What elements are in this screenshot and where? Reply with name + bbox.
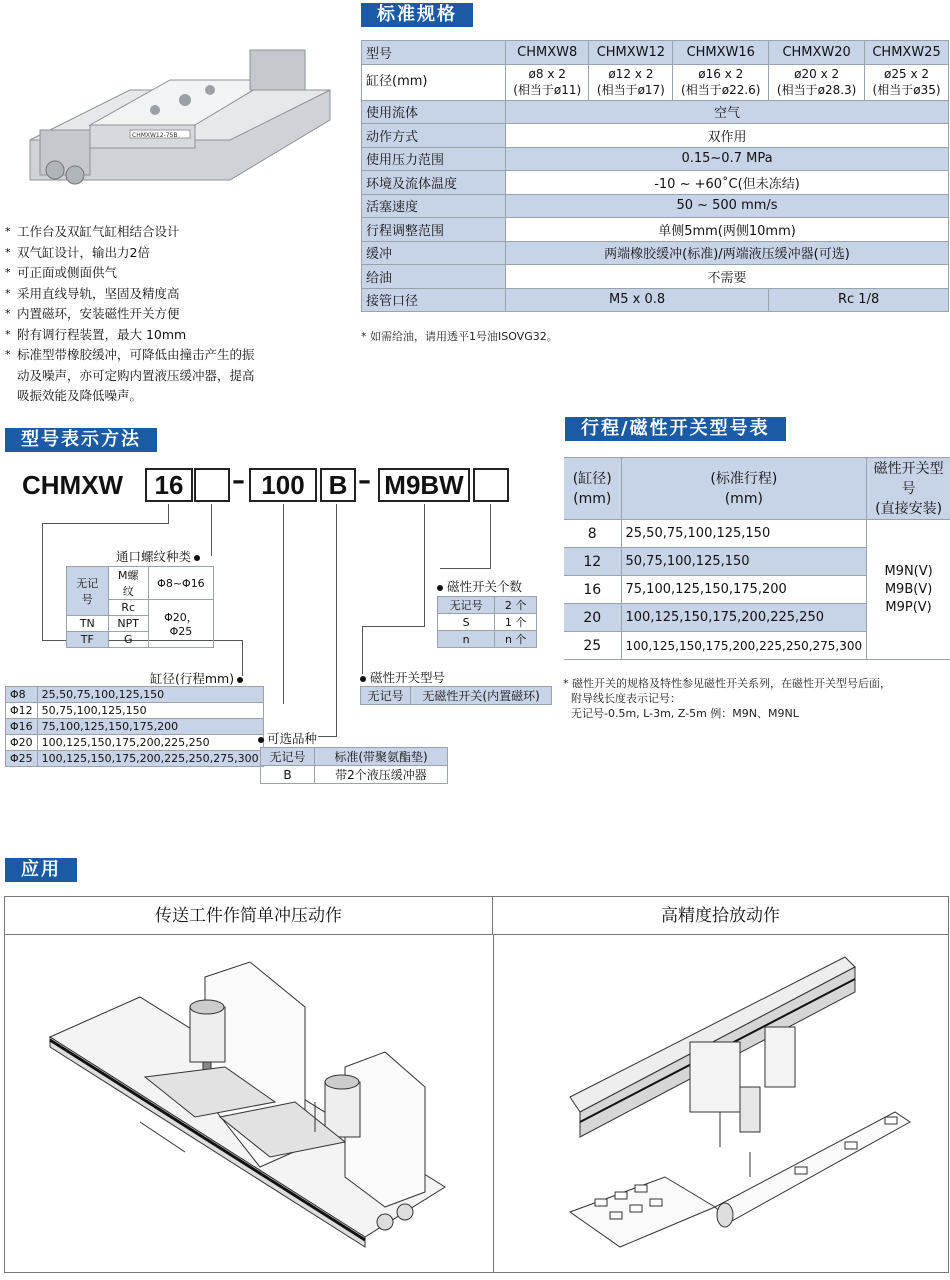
feature-item: * 双气缸设计，输出力2倍 bbox=[5, 243, 255, 264]
model-dash: – bbox=[358, 466, 371, 496]
spec-table bbox=[361, 40, 949, 312]
spec-row-label: 环境及流体温度 bbox=[362, 171, 506, 195]
spec-row-label: 缸径(mm) bbox=[362, 64, 506, 100]
feature-item: * 标准型带橡胶缓冲，可降低由撞击产生的振动及噪声，亦可定购内置液压缓冲器，提高吸振效能及降低噪声。 bbox=[5, 345, 255, 407]
switch-count-table: 无记号 2 个 S 1 个 n n 个 bbox=[437, 596, 537, 648]
spec-row-label: 动作方式 bbox=[362, 124, 506, 148]
stroke-header: 磁性开关型号 (直接安装) bbox=[867, 458, 950, 520]
thread-table: 无记号 M螺纹 Φ8~Φ16 Rc Φ20，Φ25 TN NPT TF G bbox=[66, 566, 214, 648]
connector-line bbox=[42, 523, 169, 524]
spec-row-value: 50 ~ 500 mm/s bbox=[506, 194, 949, 218]
stroke-header: (缸径) (mm) bbox=[564, 458, 621, 520]
model-section-title: 型号表示方法 bbox=[5, 428, 157, 452]
stroke-section-title: 行程/磁性开关型号表 bbox=[565, 417, 786, 441]
spec-header-cell: 型号 bbox=[362, 41, 506, 65]
model-box-stroke: 100 bbox=[249, 468, 317, 502]
press-illustration bbox=[45, 937, 465, 1267]
spec-row-value: 不需要 bbox=[506, 265, 949, 289]
spec-header-cell: CHMXW12 bbox=[589, 41, 673, 65]
spec-port-value: Rc 1/8 bbox=[769, 288, 949, 312]
model-box-thread bbox=[194, 468, 230, 502]
spec-header-cell: CHMXW25 bbox=[865, 41, 949, 65]
spec-row-value: 0.15~0.7 MPa bbox=[506, 147, 949, 171]
spec-header-cell: CHMXW8 bbox=[506, 41, 589, 65]
spec-row-label: 缓冲 bbox=[362, 241, 506, 265]
feature-item: * 采用直线导轨，坚固及精度高 bbox=[5, 284, 255, 305]
option-title: 可选品种 bbox=[258, 729, 317, 747]
switch-type-table: 无记号 无磁性开关(内置磁环) bbox=[360, 686, 552, 705]
model-box-option: B bbox=[320, 468, 356, 502]
spec-row-value: 空气 bbox=[506, 100, 949, 124]
connector-line bbox=[318, 736, 337, 737]
product-label: CHMXW12-75B bbox=[132, 132, 178, 139]
spec-row-value: 单侧5mm(两侧10mm) bbox=[506, 218, 949, 242]
thread-title: 通口螺纹种类 bbox=[116, 547, 200, 565]
feature-list bbox=[5, 222, 255, 407]
connector-line bbox=[168, 504, 169, 524]
connector-line bbox=[362, 626, 363, 674]
spec-row-label: 使用流体 bbox=[362, 100, 506, 124]
app-section-title: 应用 bbox=[5, 858, 77, 882]
spec-row-value: 双作用 bbox=[506, 124, 949, 148]
spec-port-value: M5 x 0.8 bbox=[506, 288, 769, 312]
spec-row-label: 行程调整范围 bbox=[362, 218, 506, 242]
spec-bore-cell: ø25 x 2 (相当于ø35) bbox=[865, 64, 949, 100]
pick-place-illustration bbox=[565, 937, 935, 1267]
spec-bore-cell: ø16 x 2 (相当于ø22.6) bbox=[673, 64, 769, 100]
spec-bore-cell: ø8 x 2 (相当于ø11) bbox=[506, 64, 589, 100]
stroke-table: (缸径) (mm) (标准行程) (mm) 磁性开关型号 (直接安装) 8 25,50,75,100,125,150 M9N(V) M9B(V) M9P(V) 12 50,75,100,125,150 16 75,100,125,150,175,200 20 100,125,150,175,200,225,250 25 100,125,150,175,200,225,250,275,300 bbox=[564, 457, 950, 660]
feature-item: * 内置磁环，安装磁性开关方便 bbox=[5, 304, 255, 325]
model-prefix: CHMXW bbox=[22, 470, 124, 500]
spec-row-value: 两端橡胶缓冲(标准)/两端液压缓冲器(可选) bbox=[506, 241, 949, 265]
option-table: 无记号 标准(带聚氨酯垫) B 带2个液压缓冲器 bbox=[260, 747, 448, 784]
stroke-header: (标准行程) (mm) bbox=[621, 458, 867, 520]
switch-models: M9N(V) M9B(V) M9P(V) bbox=[867, 520, 950, 660]
switch-count-title: 磁性开关个数 bbox=[437, 577, 522, 595]
bore-title: 缸径(行程mm) bbox=[150, 669, 243, 687]
connector-line bbox=[362, 626, 425, 627]
spec-header-cell: CHMXW16 bbox=[673, 41, 769, 65]
spec-bore-cell: ø20 x 2 (相当于ø28.3) bbox=[769, 64, 865, 100]
switch-type-title: 磁性开关型号 bbox=[360, 668, 445, 686]
spec-row-label: 活塞速度 bbox=[362, 194, 506, 218]
bore-table: Φ8 25,50,75,100,125,150 Φ12 50,75,100,125,150 Φ16 75,100,125,150,175,200 Φ20 100,125,150,175,200,225,250 Φ25 100,125,150,175,200,225,250,275,300 bbox=[5, 686, 264, 767]
spec-bore-cell: ø12 x 2 (相当于ø17) bbox=[589, 64, 673, 100]
spec-row-label: 给油 bbox=[362, 265, 506, 289]
connector-line bbox=[440, 568, 491, 569]
application-panel bbox=[4, 896, 949, 1273]
spec-row-label: 使用压力范围 bbox=[362, 147, 506, 171]
app-left-title: 传送工件作简单冲压动作 bbox=[5, 897, 493, 935]
model-dash: – bbox=[232, 466, 245, 496]
spec-row-value: -10 ~ +60˚C(但未冻结) bbox=[506, 171, 949, 195]
connector-line bbox=[42, 523, 43, 640]
feature-item: * 可正面或侧面供气 bbox=[5, 263, 255, 284]
app-right-title: 高精度拾放动作 bbox=[493, 897, 948, 935]
app-divider bbox=[493, 935, 494, 1273]
feature-item: * 附有调行程装置，最大 10mm bbox=[5, 325, 255, 346]
connector-line bbox=[424, 504, 425, 626]
spec-header-cell: CHMXW20 bbox=[769, 41, 865, 65]
product-image bbox=[20, 30, 340, 210]
connector-line bbox=[211, 504, 212, 556]
connector-line bbox=[336, 504, 337, 736]
spec-note: * 如需给油，请用透平1号油ISOVG32。 bbox=[361, 330, 558, 343]
model-box-switch: M9BW bbox=[378, 468, 470, 502]
feature-item: * 工作台及双缸气缸相结合设计 bbox=[5, 222, 255, 243]
spec-section-title: 标准规格 bbox=[361, 3, 473, 27]
stroke-note: * 磁性开关的规格及特性参见磁性开关系列，在磁性开关型号后面， 附导线长度表示记号： 无记号-0.5m, L-3m, Z-5m 例：M9N、M9NL bbox=[563, 677, 891, 720]
model-box-count bbox=[473, 468, 509, 502]
spec-row-label: 接管口径 bbox=[362, 288, 506, 312]
connector-line bbox=[283, 504, 284, 704]
model-box-bore: 16 bbox=[145, 468, 193, 502]
connector-line bbox=[490, 504, 491, 568]
